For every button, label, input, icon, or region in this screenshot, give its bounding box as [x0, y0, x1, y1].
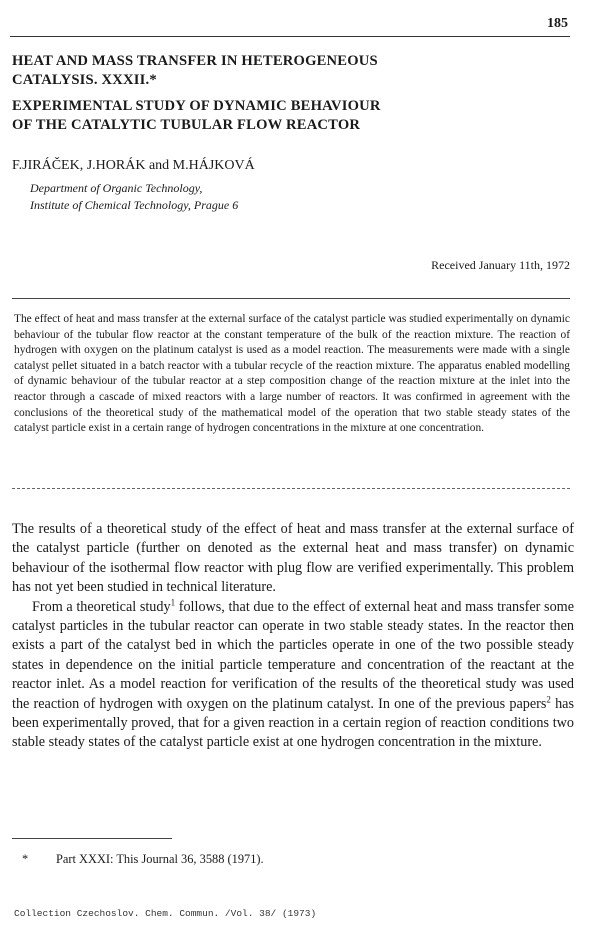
paper-title-line-2: OF THE CATALYTIC TUBULAR FLOW REACTOR [12, 117, 361, 133]
footnote-rule [12, 838, 172, 839]
abstract: The effect of heat and mass transfer at the external surface of the catalyst particle was studied experimentally on dynamic behaviour of the tubular flow reactor at the constant temperature of the bulk of the reaction mixture. The reaction of hydrogen with oxygen on the platinum catalyst is used as a model reaction. The measurements were made with a single catalyst pellet situated in a batch reactor with a tubular recycle of the reaction mixture. The apparatus enabled modelling of dynamic behaviour of the tubular reactor at a step composition change of the reaction mixture at the inlet into the reactor through a cascade of mixed reactors with a large number of reactors. It was confirmed in agreement with the conclusions of the theoretical study of the mathematical model of the operation that two stable steady states of the catalyst particle exist in a certain range of hydrogen concentrations in the mixture at one concentration. [14, 313, 570, 435]
received-date: Received January 11th, 1972 [431, 258, 570, 272]
paragraph-2-part-b: follows, that due to the effect of external heat and mass transfer some catalyst particles in the tubular reactor can operate in two stable steady states. In the reactor then exists a part of the catalyst bed in which the particles operate in one of the two possible steady states in dependence on the initial particle temperature and concentration of the reactant at the reactor inlet. As a model reaction for verification of the results of the theoretical study was used the reaction of hydrogen with oxygen on the platinum catalyst. In one of the previous papers [12, 598, 575, 712]
footnote [22, 852, 264, 867]
journal-footer: Collection Czechoslov. Chem. Commun. /Vol. 38/ (1973) [14, 908, 317, 919]
abstract-top-rule [12, 298, 570, 299]
reference-1[interactable]: 1 [170, 596, 176, 607]
affiliation-department: Department of Organic Technology, [30, 181, 203, 195]
page-number: 185 [547, 16, 568, 31]
series-title [12, 52, 572, 90]
footnote-text: Part XXXI: This Journal 36, 3588 (1971). [56, 852, 264, 866]
paper-title [12, 97, 572, 135]
affiliation-institute: Institute of Chemical Technology, Prague 6 [30, 198, 239, 212]
abstract-bottom-rule [12, 488, 570, 489]
paragraph-2-part-a: From a theoretical study [32, 598, 171, 615]
series-title-line-1: HEAT AND MASS TRANSFER IN HETEROGENEOUS [12, 53, 378, 69]
paper-title-line-1: EXPERIMENTAL STUDY OF DYNAMIC BEHAVIOUR [12, 98, 381, 114]
paragraph-2-part-c: has been experimentally proved, that for a given reaction in a certain region of reaction conditions two stable steady states of the catalyst particle exist at one hydrogen concentration in the mixture. [12, 695, 574, 751]
authors: F.JIRÁČEK, J.HORÁK and M.HÁJKOVÁ [12, 158, 255, 173]
top-rule [10, 36, 570, 37]
paragraph-1: The results of a theoretical study of the effect of heat and mass transfer at the external surface of the catalyst particle (further on denoted as the external heat and mass transfer) on dynamic behaviour of the isothermal flow reactor with plug flow are verified experimentally. This problem has not yet been studied in technical literature. [12, 521, 574, 596]
reference-2[interactable]: 2 [546, 693, 551, 704]
paragraph-2 [12, 598, 574, 753]
footnote-mark: * [22, 852, 29, 866]
body-text [12, 520, 574, 753]
series-title-line-2: CATALYSIS. XXXII.* [12, 72, 157, 88]
